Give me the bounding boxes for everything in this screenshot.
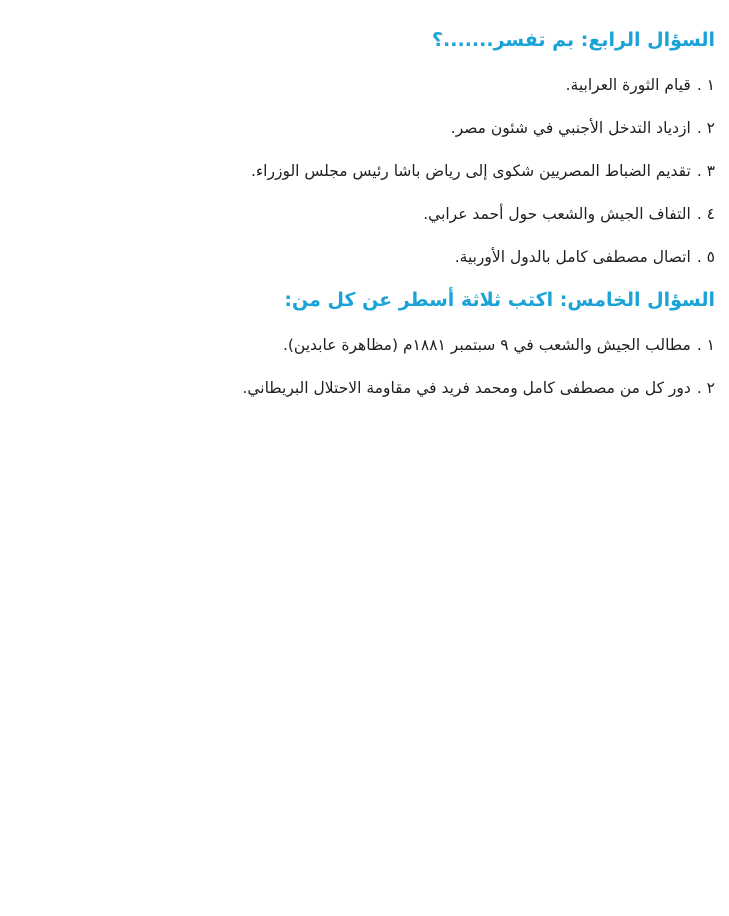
- list-item: [20, 246, 715, 268]
- item-text: مطالب الجيش والشعب في ٩ سبتمبر ١٨٨١م (مظاهرة عابدين).: [282, 336, 691, 354]
- question-four-list: [20, 74, 715, 268]
- question-four-section: [0, 0, 729, 268]
- question-four-heading: السؤال الرابع: بم تفسر.......؟: [432, 29, 715, 51]
- item-number: ٥ .: [696, 248, 715, 266]
- item-text: دور كل من مصطفى كامل ومحمد فريد في مقاومة الاحتلال البريطاني.: [242, 379, 691, 397]
- item-number: ١ .: [696, 336, 715, 354]
- question-five-heading: السؤال الخامس: اكتب ثلاثة أسطر عن كل من:: [284, 289, 715, 311]
- item-number: ٣ .: [696, 162, 715, 180]
- list-item: [20, 160, 715, 182]
- question-five-list: [20, 334, 715, 399]
- item-text: ازدياد التدخل الأجنبي في شئون مصر.: [450, 119, 691, 137]
- list-item: [20, 74, 715, 96]
- item-text: تقديم الضباط المصريين شكوى إلى رياض باشا رئيس مجلس الوزراء.: [250, 162, 691, 180]
- item-number: ٢ .: [696, 119, 715, 137]
- item-number: ١ .: [696, 76, 715, 94]
- list-item: [20, 117, 715, 139]
- item-number: ٤ .: [696, 205, 715, 223]
- question-five-section: [0, 268, 729, 399]
- item-text: اتصال مصطفى كامل بالدول الأوربية.: [454, 248, 691, 266]
- list-item: [20, 203, 715, 225]
- item-number: ٢ .: [696, 379, 715, 397]
- list-item: [20, 377, 715, 399]
- list-item: [20, 334, 715, 356]
- item-text: التفاف الجيش والشعب حول أحمد عرابي.: [423, 205, 691, 223]
- item-text: قيام الثورة العرابية.: [565, 76, 691, 94]
